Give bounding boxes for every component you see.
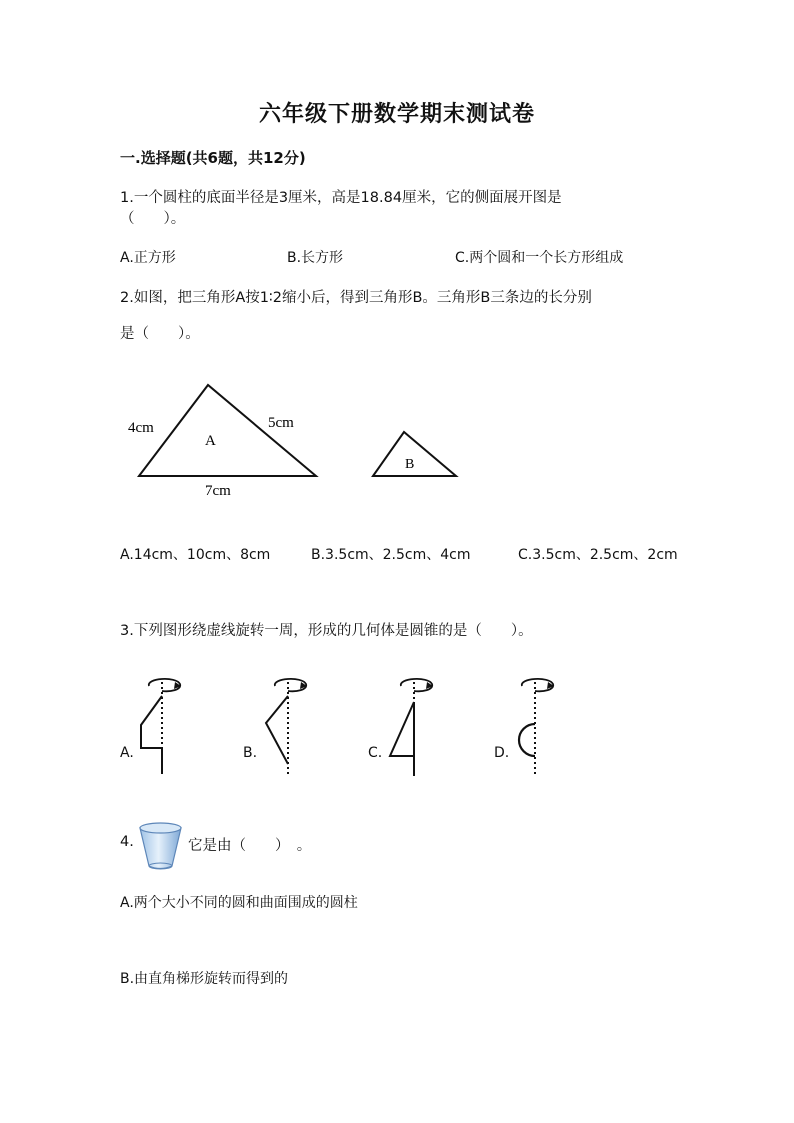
question-4-option-a: A.两个大小不同的圆和曲面围成的圆柱 <box>120 895 358 911</box>
triangle-b-name: B <box>405 457 415 472</box>
triangle-a-left-label: 4cm <box>128 420 154 436</box>
page-title: 六年级下册数学期末测试卷 <box>258 101 535 127</box>
question-1-option-b: B.长方形 <box>287 250 344 266</box>
rotation-figure-d <box>519 679 554 776</box>
cup-icon <box>137 820 185 872</box>
rotation-figures <box>0 672 794 782</box>
question-2-text-cont: 是（ ）。 <box>120 326 200 342</box>
question-2-option-c: C.3.5cm、2.5cm、2cm <box>518 547 678 563</box>
question-3-label-c: C. <box>368 745 383 761</box>
triangle-a-bottom-label: 7cm <box>205 483 231 499</box>
rotation-figure-a <box>141 679 181 776</box>
section-heading: 一.选择题(共6题，共12分) <box>120 149 306 167</box>
question-3-label-d: D. <box>494 745 510 761</box>
triangle-figure <box>0 370 794 510</box>
question-4-number: 4. <box>120 834 134 850</box>
question-1-text: 1.一个圆柱的底面半径是3厘米，高是18.84厘米，它的侧面展开图是 <box>120 190 562 206</box>
triangle-b <box>373 432 456 476</box>
question-1-option-c: C.两个圆和一个长方形组成 <box>455 250 624 266</box>
question-1-option-a: A.正方形 <box>120 250 176 266</box>
rotation-figure-c <box>390 679 433 776</box>
question-3-label-a: A. <box>120 745 134 761</box>
question-4-text: 它是由（ ） 。 <box>188 838 312 854</box>
question-4-option-b: B.由直角梯形旋转而得到的 <box>120 971 289 987</box>
question-2-option-a: A.14cm、10cm、8cm <box>120 547 271 563</box>
question-3-label-b: B. <box>243 745 258 761</box>
triangle-a-right-label: 5cm <box>268 415 294 431</box>
question-2-option-b: B.3.5cm、2.5cm、4cm <box>311 547 471 563</box>
rotation-figure-b <box>266 679 307 776</box>
question-2-text: 2.如图，把三角形A按1∶2缩小后，得到三角形B。三角形B三条边的长分别 <box>120 290 592 306</box>
triangle-a-name: A <box>205 433 216 449</box>
question-1-text-cont: （ ）。 <box>120 211 186 227</box>
question-3-text: 3.下列图形绕虚线旋转一周，形成的几何体是圆锥的是（ ）。 <box>120 623 533 639</box>
